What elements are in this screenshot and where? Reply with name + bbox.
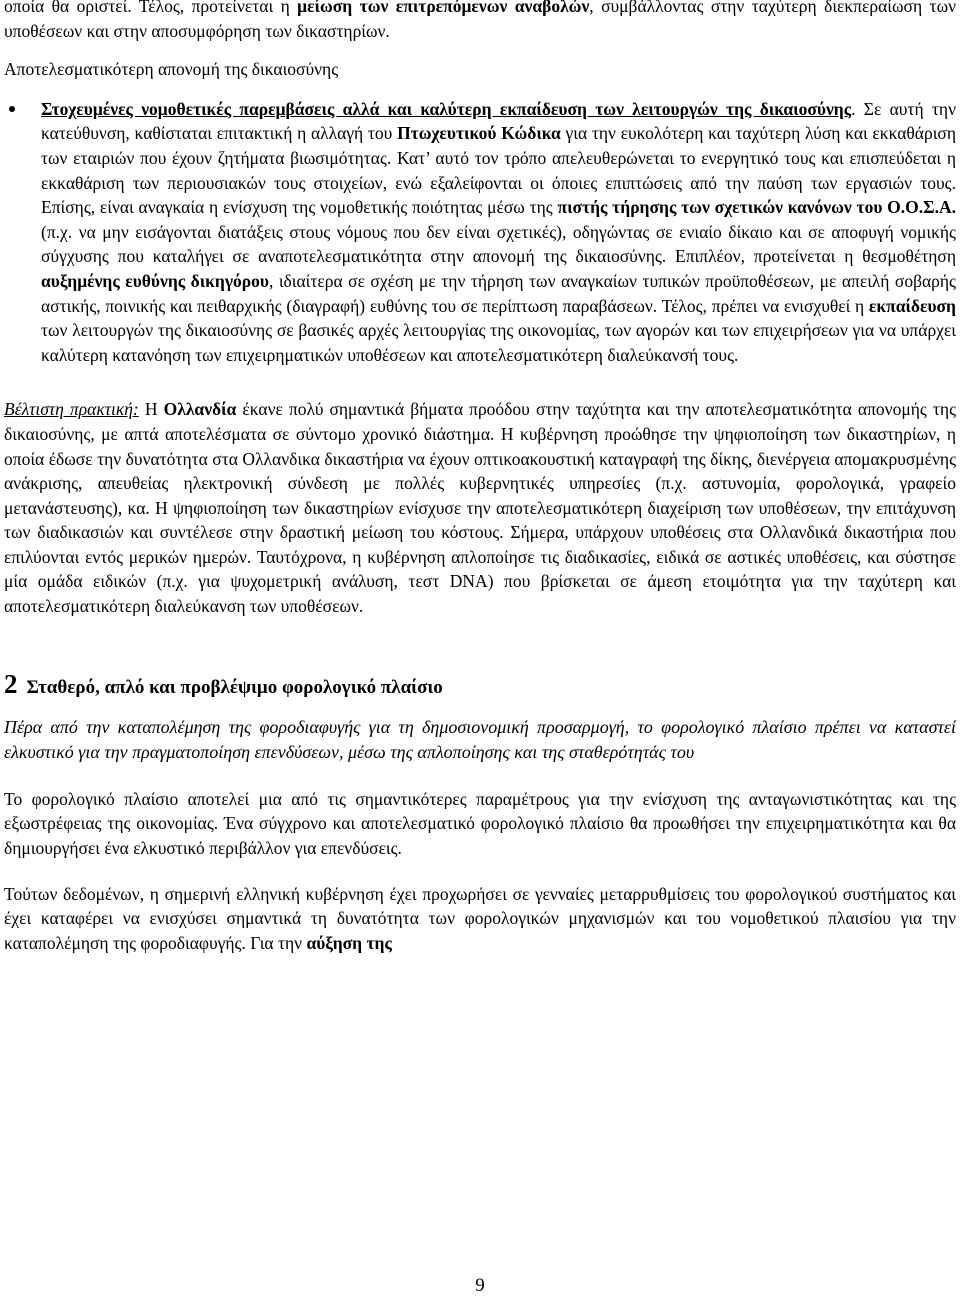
bold-run: πιστής τήρησης των σχετικών κανόνων του Ο.Ο.Σ.Α. <box>557 197 956 218</box>
text-run: για την ευκολότερη και ταχύτερη λύση και εκκαθάριση των εταιριών που έχουν ζητήματα βιωσιμότητας. Κατ’ αυτό τον τρόπο απελευθερώνεται το ενεργητικό τους και επισπεύδεται η εκκαθάριση των περιουσιακών τους στοιχείων, ενώ εξαλείφονται οι όποιες επιπτώσεις από την παύση των εργασιών τους. Επίσης, είναι αναγκαία η ενίσχυση της νομοθετικής ποιότητας μέσω της <box>41 123 957 218</box>
bullet-paragraph <box>41 97 956 368</box>
bold-run: Πτωχευτικού Κώδικα <box>397 123 561 144</box>
section-heading <box>4 668 956 701</box>
bullet-icon <box>9 106 15 112</box>
text-run: (π.χ. να μην εισάγονται διατάξεις στους νόμους που δεν είναι σχετικές), οδηγώντας σε ενιαίο δίκαιο και σε αποφυγή νομικής σύγχυσης που καταλήγει σε αναποτελεσματικότητα στην απονομή της δικαιοσύνης. Επιπλέον, προτείνεται η θεσμοθέτηση <box>41 221 956 267</box>
section-title: Σταθερό, απλό και προβλέψιμο φορολογικό πλαίσιο <box>26 676 443 698</box>
bold-run: αυξημένης ευθύνης δικηγόρου <box>41 270 269 291</box>
text-run: Η <box>138 399 164 420</box>
page-number: 9 <box>475 1275 485 1296</box>
bold-run: αύξηση της <box>306 932 392 953</box>
text-run: των λειτουργών της δικαιοσύνης σε βασικές αρχές λειτουργίας της οικονομίας, των αγορών και των επιχειρήσεων για να υπάρχει καλύτερη κατανόηση των επιχειρηματικών υποθέσεων και αποτελεσματικότερη διαλεύκανσή τους. <box>41 320 956 365</box>
top-paragraph <box>4 0 956 43</box>
bold-run: Ολλανδία <box>163 399 237 420</box>
best-practice-label: Βέλτιστη πρακτική: <box>4 399 139 420</box>
bold-run: εκπαίδευση <box>868 295 956 316</box>
section-paragraph-1: Το φορολογικό πλαίσιο αποτελεί μια από τις σημαντικότερες παραμέτρους για την ενίσχυση της ανταγωνιστικότητας και της εξωστρέφειας της οικονομίας. Ένα σύγχρονο και αποτελεσματικό φορολογικό πλαίσιο θα προωθήσει την επιχειρηματικότητα και θα δημιουργήσει ένα ελκυστικό περιβάλλον για επενδύσεις. <box>4 788 956 859</box>
text-run: οποία θα οριστεί. Τέλος, προτείνεται η <box>4 0 298 16</box>
text-run: . Σε αυτή την κατεύθυνση, καθίσταται επιτακτική η αλλαγή του <box>41 98 956 144</box>
section-number: 2 <box>4 668 18 699</box>
section-paragraph-2 <box>4 882 956 956</box>
text-run: έκανε πολύ σημαντικά βήματα προόδου στην ταχύτητα και την αποτελεσματικότητα απονομής της δικαιοσύνης, με απτά αποτελέσματα σε σύντομο χρονικό διάστημα. Η κυβέρνηση προώθησε την ψηφιοποίηση των δικαστηρίων, η οποία έδωσε την δυνατότητα στα Ολλανδικα δικαστήρια να έχουν οπτικοακουστική καταγραφή της δίκης, διενέργεια απομακρυσμένης ανάκρισης, απευθείας ηλεκτρονική σύνδεση με πολλές κυβερνητικές υπηρεσίες (π.χ. αστυνομία, φορολογικά, γραφείο μετανάστευσης), κα. Η ψηφιοποίηση των δικαστηρίων ενίσχυσε την αποτελεσματικότερη διαχείριση των υποθέσεων, την επιτάχυνση των διαδικασιών και συντέλεσε στην δραστική μείωση του κόστους. Σήμερα, υπάρχουν υποθέσεις στα Ολλανδικά δικαστήρια που επιλύονται εντός μερικών ημερών. Ταυτόχρονα, η κυβέρνηση απλοποίησε τις διαδικασίες, ειδικά σε αστικές υποθέσεις, και σύστησε μία ομάδα ειδικών (π.χ. για ψυχομετρική ανάλυση, τεστ DNA) που βρίσκεται σε άμεση ετοιμότητα για την ταχύτερη και αποτελεσματικότερη διαλεύκανση των υποθέσεων. <box>4 399 957 617</box>
subheading: Αποτελεσματικότερη απονομή της δικαιοσύνης <box>4 59 339 80</box>
bold-run: μείωση των επιτρεπόμενων αναβολών <box>297 0 590 16</box>
text-run: , συμβάλλοντας στην ταχύτερη διεκπεραίωση των υποθέσεων και στην αποσυμφόρηση των δικαστηρίων. <box>4 0 956 41</box>
section-intro: Πέρα από την καταπολέμηση της φοροδιαφυγής για τη δημοσιονομική προσαρμογή, το φορολογικό πλαίσιο πρέπει να καταστεί ελκυστικό για την πραγματοποίηση επενδύσεων, μέσω της απλοποίησης και της σταθερότητάς του <box>4 716 956 763</box>
text-run: Τούτων δεδομένων, η σημερινή ελληνική κυβέρνηση έχει προχωρήσει σε γενναίες μεταρρυθμίσεις του φορολογικού συστήματος και έχει καταφέρει να ενισχύσει σημαντικά τη δυνατότητα των φορολογικών μηχανισμών και του νομοθετικού πλαισίου για την καταπολέμηση της φοροδιαφυγής. Για την <box>4 883 956 953</box>
bullet-item <box>4 97 956 368</box>
best-practice-paragraph <box>4 397 956 618</box>
bullet-lead: Στοχευμένες νομοθετικές παρεμβάσεις αλλά και καλύτερη εκπαίδευση των λειτουργών της δικαιοσύνης <box>41 98 852 119</box>
text-run: , ιδιαίτερα σε σχέση με την τήρηση των αναγκαίων τυπικών προϋποθέσεων, με απειλή σοβαρής αστικής, ποινικής και πειθαρχικής (διαγραφή) ευθύνης του σε περίπτωση παραβάσεων. Τέλος, πρέπει να ενισχυθεί η <box>41 270 956 316</box>
